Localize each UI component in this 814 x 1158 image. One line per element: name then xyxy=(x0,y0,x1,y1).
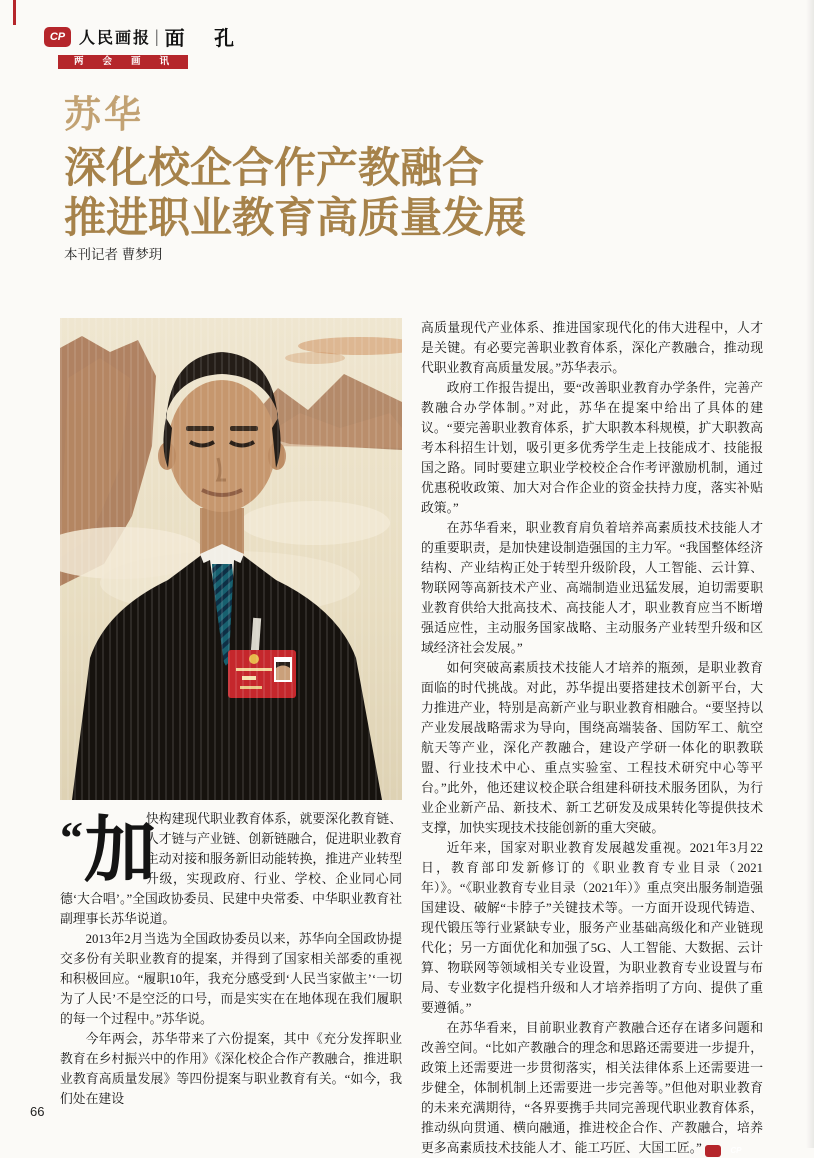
pull-quote xyxy=(60,809,402,929)
article-body xyxy=(60,318,763,1158)
dropcap-character: 加 xyxy=(84,811,157,891)
article-paragraph: 高质量现代产业体系、推进国家现代化的伟大进程中，人才是关键。有必要完善职业教育体系，深化产教融合，推动现代职业教育高质量发展。”苏华表示。 xyxy=(421,321,763,375)
masthead xyxy=(44,22,246,69)
pull-quote-text: 快构建现代职业教育体系，就要深化教育链、人才链与产业链、创新链融合，促进职业教育主动对接和服务新旧动能转换，推进产业转型升级，实现政府、行业、学校、企业同心同德‘大合唱’。”全国政协委员、民建中央常委、中华职业教育社副理事长苏华说道。 xyxy=(60,812,402,926)
page-edge-shadow xyxy=(806,0,814,1148)
right-column xyxy=(421,318,763,1158)
byline: 本刊记者 曹梦玥 xyxy=(64,247,163,262)
open-quote-mark: “ xyxy=(60,812,83,863)
article-kicker: 苏华 xyxy=(64,95,144,136)
article-headline-line2: 推进职业教育高质量发展 xyxy=(64,196,527,242)
article-paragraph: 今年两会，苏华带来了六份提案，其中《充分发挥职业教育在乡村振兴中的作用》《深化校企合作产教融合，推进职业教育高质量发展》等四份提案与职业教育有关。“如今，我们处在建设 xyxy=(60,1032,402,1106)
magazine-name: 人民画报 xyxy=(79,30,152,47)
section-name: 面 孔 xyxy=(164,28,247,50)
article-headline-line1: 深化校企合作产教融合 xyxy=(64,146,485,192)
photo-silk-texture xyxy=(60,318,402,800)
page-corner-stripe xyxy=(13,0,16,25)
article-paragraph: 近年来，国家对职业教育发展越发重视。2021年3月22日，教育部印发新修订的《职业教育专业目录（2021年）》。“《职业教育专业目录（2021年）》重点突出服务制造强国建设、破解“卡脖子”关键技术等。一方面开设现代铸造、现代锻压等行业紧缺专业，服务产业基础高级化和产业链现代化；另一方面优化和加强了5G、人工智能、大数据、云计算、物联网等领域相关专业设置，为职业教育专业设置与布局、专业数字化提档升级和人才培养指明了方向、提供了重要遵循。” xyxy=(421,841,763,1015)
article-paragraph: 如何突破高素质技术技能人才培养的瓶颈，是职业教育面临的时代挑战。对此，苏华提出要搭建技术创新平台，大力推进产业，特别是高新产业与职业教育相融合。“要坚持以产业发展战略需求为导向，围绕高端装备、国防军工、航空航天等产业，深化产教融合，建设产学研一体化的职教联盟、行业技术中心、重点实验室、工程技术研究中心等平台。”此外，他还建议校企联合组建科研技术服务团队，为行业企业新产品、新技术、新工艺研发及成果转化等提供技术支撑，加快实现技术技能创新的重大突破。 xyxy=(421,661,763,835)
article-title-block xyxy=(64,84,526,244)
paragraph-text: 在苏华看来，目前职业教育产教融合还存在诸多问题和改善空间。“比如产教融合的理念和思路还需要进一步提升，政策上还需要进一步贯彻落实，相关法律体系上还需要进一步健全，体制机制上还需要进一步完善等。”但他对职业教育的未来充满期待，“各界要携手共同完善现代职业教育体系，推动纵向贯通、横向融通，推进校企合作、产教融合，培养更多高素质技术技能人才、能工巧匠、大国工匠。” xyxy=(421,1021,763,1155)
china-pictorial-logo-icon: CP xyxy=(44,27,71,47)
article-paragraph: 2013年2月当选为全国政协委员以来，苏华向全国政协提交多份有关职业教育的提案，并得到了国家相关部委的重视和积极回应。“履职10年，我充分感受到‘人民当家做主’‘一切为了人民’不是空泛的口号，而是实实在在地体现在我们履职的每一个过程中。”苏华说。 xyxy=(60,932,402,1026)
masthead-divider: | xyxy=(155,26,159,46)
page-number: 66 xyxy=(30,1104,45,1119)
left-column xyxy=(60,318,402,1158)
two-sessions-banner: 两会画讯 xyxy=(58,55,188,69)
article-paragraph: 政府工作报告提出，要“改善职业教育办学条件，完善产教融合办学体制。”对此，苏华在提案中给出了具体的建议。“要完善职业教育体系，扩大职教本科规模，扩大职教高考本科招生计划，吸引更多优秀学生走上技能成才、技能报国之路。同时要建立职业学校校企合作考评激励机制，通过优惠税收政策、加大对合作企业的资金扶持力度，落实补贴政策。” xyxy=(421,381,763,515)
end-of-article-icon: CP xyxy=(705,1145,721,1157)
pull-quote-dropcap xyxy=(60,809,157,891)
article-paragraph: 在苏华看来，职业教育肩负着培养高素质技术技能人才的重要职责，是加快建设制造强国的主力军。“我国整体经济结构、产业结构正处于转型升级阶段，人工智能、云计算、物联网等高新技术产业、高端制造业迅猛发展，迫切需要职业教育供给大批高技术、高技能人才，职业教育应当不断增强适应性，主动服务国家战略、主动服务产业转型升级和区域经济社会发展。” xyxy=(421,521,763,655)
portrait-photo xyxy=(60,318,402,800)
article-paragraph xyxy=(421,1018,763,1158)
